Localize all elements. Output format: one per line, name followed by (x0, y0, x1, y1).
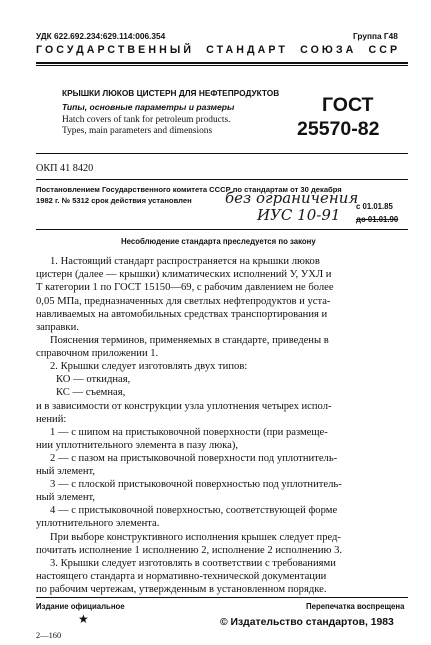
title-ru-sub: Типы, основные параметры и размеры (62, 102, 235, 112)
publisher-copyright: © Издательство стандартов, 1983 (220, 617, 394, 628)
decree-date-to: до 01.01.90 (356, 215, 399, 224)
title-en-line-2: Types, main parameters and dimensions (62, 126, 213, 136)
udk-code: УДК 622.692.234:629.114:006.354 (36, 31, 166, 41)
text-line: 3. Крышки следует изготовлять в соответствии с требованиями (50, 558, 336, 569)
title-en-line-1: Hatch covers of tank for petroleum products. (62, 115, 231, 125)
group-code: Группа Г48 (353, 31, 398, 41)
variant-3 (36, 478, 408, 504)
text-line: заправки. (36, 322, 79, 334)
text-line: справочном приложении 1. (36, 348, 159, 360)
text-line: 2. Крышки следует изготовлять двух типов: (50, 361, 248, 372)
text-line: Пояснения терминов, применяемых в стандарте, приведены в (50, 335, 329, 346)
text-line: нений: (36, 414, 67, 426)
variant-1 (36, 426, 408, 452)
type-ks: КС — съемная, (56, 387, 126, 399)
title-rule (36, 153, 408, 154)
text-line: настоящего стандарта и нормативно-технической документации (36, 571, 327, 583)
variant-4 (36, 504, 408, 530)
text-line: ный элемент, (36, 492, 96, 504)
text-line: 1. Настоящий стандарт распространяется на крышки люков (50, 256, 320, 267)
law-warning: Несоблюдение стандарта преследуется по закону (121, 237, 316, 246)
gost-label: ГОСТ (322, 94, 374, 116)
text-line: 0,05 МПа, предназначенных для светлых нефтепродуктов и уста- (36, 295, 331, 307)
paragraph-6 (36, 557, 408, 597)
handwritten-no-limit: без ограничения (225, 189, 359, 207)
okp-code: ОКП 41 8420 (36, 163, 94, 174)
header-rule-top (36, 62, 408, 64)
footer-rule (36, 597, 408, 598)
text-line: по рабочим чертежам, утвержденным в установленном порядке. (36, 584, 327, 596)
okp-rule (36, 179, 408, 180)
paragraph-1 (36, 255, 408, 334)
paragraph-2 (36, 334, 408, 360)
variant-2 (36, 452, 408, 478)
text-line: цистерн (далее — крышки) климатических исполнений У, УХЛ и (36, 269, 332, 281)
header-rule-bottom (36, 65, 408, 66)
text-line: 4 — с пристыковочной поверхностью, соответствующей форме (50, 505, 338, 516)
text-line: почитать исполнение 1 исполнению 2, исполнение 2 исполнению 3. (36, 545, 343, 557)
text-line: уплотнительного элемента. (36, 518, 160, 530)
handwritten-ius: ИУС 10-91 (257, 206, 341, 224)
text-line: 1 — с шипом на пристыковочной поверхности (при размеще- (50, 427, 328, 438)
decree-date-from: с 01.01.85 (356, 202, 393, 211)
text-line: нии уплотнительного элемента в пазу люка), (36, 440, 238, 452)
text-line: 3 — с плоской пристыковочной поверхностью под уплотнитель- (50, 479, 342, 490)
star-icon: ★ (78, 612, 89, 626)
text-line: навливаемых на автомобильных средствах транспортирования и (36, 308, 328, 320)
text-line: и в зависимости от конструкции узла уплотнения четырех испол- (36, 401, 332, 412)
title-ru-main: КРЫШКИ ЛЮКОВ ЦИСТЕРН ДЛЯ НЕФТЕПРОДУКТОВ (62, 88, 280, 98)
type-ko: КО — откидная, (56, 374, 131, 386)
official-edition-label: Издание официальное (36, 602, 125, 611)
paragraph-5 (36, 531, 408, 557)
paragraph-3 (36, 360, 408, 400)
reprint-prohibited-label: Перепечатка воспрещена (306, 602, 405, 611)
text-line: При выборе конструктивного исполнения крышек следует пред- (50, 532, 341, 543)
decree-line-2: 1982 г. № 5312 срок действия установлен (36, 196, 192, 205)
state-standard-banner: ГОСУДАРСТВЕННЫЙ СТАНДАРТ СОЮЗА ССР (36, 44, 401, 56)
decree-rule (36, 229, 408, 230)
text-line: 2 — с пазом на пристыковочной поверхности под уплотнитель- (50, 453, 338, 464)
text-line: ный элемент, (36, 466, 96, 478)
print-code: 2—160 (36, 631, 62, 640)
gost-number: 25570-82 (297, 118, 380, 140)
paragraph-4 (36, 400, 408, 426)
decree-line-1: Постановлением Государственного комитета СССР по стандартам от 30 декабря (36, 185, 342, 194)
text-line: Т категории 1 по ГОСТ 15150—69, с рабочим давлением не более (36, 282, 334, 294)
